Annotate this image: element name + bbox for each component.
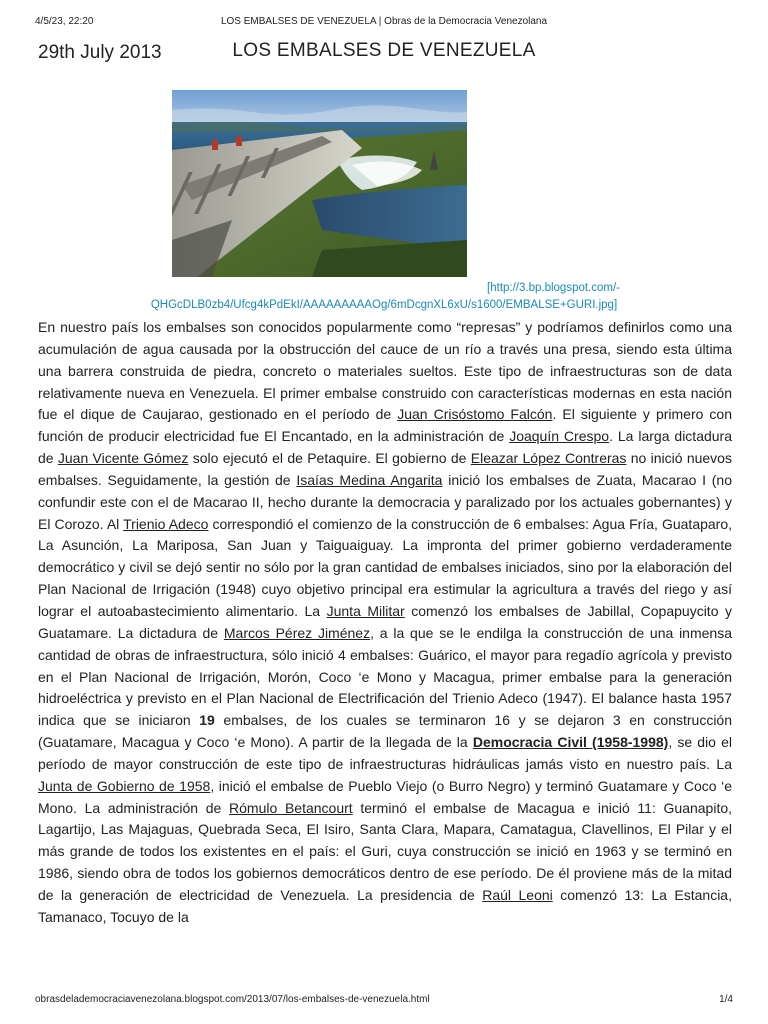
body-text: , se dio el período de mayor construcción de este tipo de infraestructuras hidráulicas jamás visto en nuestro país. La (38, 734, 732, 772)
body-text: . El siguiente y primero con función de producir electricidad fue El Encantado, en la administración de (38, 406, 733, 445)
link-marcos-perez-jimenez[interactable]: Marcos Pérez Jiménez (223, 624, 371, 641)
link-isaias-medina-angarita[interactable]: Isaías Medina Angarita (296, 471, 443, 488)
body-text: solo ejecutó el de Petaquire. El gobierno de (188, 450, 471, 467)
print-footer (35, 994, 733, 1008)
print-header (35, 16, 733, 30)
image-source-link-line1[interactable]: [http://3.bp.blogspot.com/- (487, 282, 620, 294)
body-text: terminó el embalse de Macagua e inició 11: Guanapito, Lagartijo, Las Majaguas, Quebrada Seca, El Isiro, Santa Clara, Mapara, Camatagua, Clavellinos, El Pilar y el más grande de todos los existentes en el país: el Guri, cuya construcción se inició en 1963 y se terminó en 1986, siendo obra de todos los gobiernos democráticos dentro de ese período. De él proviene más de la mitad de la generación de electricidad de Venezuela. La presidencia de (38, 799, 733, 903)
body-text: En nuestro país los embalses son conocidos popularmente como “represas” y podríamos definirlos como una acumulación de agua causada por la obstrucción del cauce de un río a través una presa, siendo esta última una barrera construida de piedra, concreto o materiales sueltos. Este tipo de infraestructuras son de data relativamente nueva en Venezuela. El primer embalse construido con características modernas en esta nación fue el dique de Caujarao, gestionado en el período de (38, 319, 732, 423)
link-raul-leoni[interactable]: Raúl Leoni (482, 886, 553, 903)
body-text: , a la que se le endilga la construcción de una inmensa cantidad de obras de infraestructura, sólo inició 4 embalses: Guárico, el mayor para regadío agrícola y previsto en el Plan Nacional de Irrigación, Morón, Coco ‘e Mono y Macagua, primer embalse para la generación hidroeléctrica y previsto en el Plan Nacional de Electrificación del Trienio Adeco (1947). El balance hasta 1957 indica que se iniciaron (38, 624, 732, 729)
article-body (38, 317, 732, 929)
link-democracia-civil[interactable]: Democracia Civil (1958-1998) (472, 734, 669, 751)
link-junta-de-gobierno-1958[interactable]: Junta de Gobierno de 1958 (38, 777, 211, 794)
body-text: inició los embalses de Zuata, Macarao I (no confundir este con el de Macarao II, hecho durante la democracia y paralizado por los actuales gobernantes) y El Corozo. Al (38, 471, 732, 532)
print-url: obrasdelademocraciavenezolana.blogspot.com/2013/07/los-embalses-de-venezuela.html (35, 994, 430, 1005)
dam-photo[interactable] (172, 90, 467, 277)
post-title: LOS EMBALSES DE VENEZUELA (232, 40, 536, 61)
link-juan-vicente-gomez[interactable]: Juan Vicente Gómez (57, 450, 189, 467)
body-text: embalses, de los cuales se terminaron 16 y se dejaron 3 en construcción (Guatamare, Macagua y Coco ‘e Mono). A partir de la llegada de la (38, 712, 733, 751)
link-eleazar-lopez-contreras[interactable]: Eleazar López Contreras (470, 450, 627, 467)
body-text: , inició el embalse de Pueblo Viejo (o Burro Negro) y terminó Guatamare y Coco ‘e Mono. La administración de (38, 777, 732, 816)
print-page-title: LOS EMBALSES DE VENEZUELA | Obras de la Democracia Venezolana (220, 16, 548, 27)
body-text: comenzó 13: La Estancia, Tamanaco, Tocuyo de la (38, 886, 732, 925)
post-date: 29th July 2013 (38, 42, 162, 63)
link-trienio-adeco[interactable]: Trienio Adeco (123, 515, 209, 532)
bold-count: 19 (199, 712, 215, 729)
body-text: . La larga dictadura de (38, 428, 733, 467)
link-romulo-betancourt[interactable]: Rómulo Betancourt (229, 799, 353, 816)
image-source-link-line2[interactable]: QHGcDLB0zb4/Ufcg4kPdEkI/AAAAAAAAAOg/6mDcgnXL6xU/s1600/EMBALSE+GURI.jpg] (150, 299, 618, 311)
page-number: 1/4 (719, 994, 733, 1005)
link-joaquin-crespo[interactable]: Joaquín Crespo (509, 428, 610, 445)
body-text: comenzó los embalses de Jabillal, Copapuycito y Guatamare. La dictadura de (38, 602, 732, 641)
body-text: no inició nuevos embalses. Seguidamente, la gestión de (38, 450, 732, 488)
print-timestamp: 4/5/23, 22:20 (35, 16, 94, 27)
link-junta-militar[interactable]: Junta Militar (326, 602, 405, 619)
body-text: correspondió el comienzo de la construcción de 6 embalses: Agua Fría, Guataparo, La Asunción, La Mariposa, San Juan y Taiguaiguay. La impronta del primer gobierno verdaderamente democrático y civil se dejó sentir no sólo por la gran cantidad de embalses iniciados, sino por la elaboración del Plan Nacional de Irrigación (1948) cuyo objetivo principal era estimular la agricultura a través del riego y así lograr el autoabastecimiento alimentario. La (38, 515, 733, 619)
link-juan-crisostomo-falcon[interactable]: Juan Crisóstomo Falcón (397, 406, 553, 423)
